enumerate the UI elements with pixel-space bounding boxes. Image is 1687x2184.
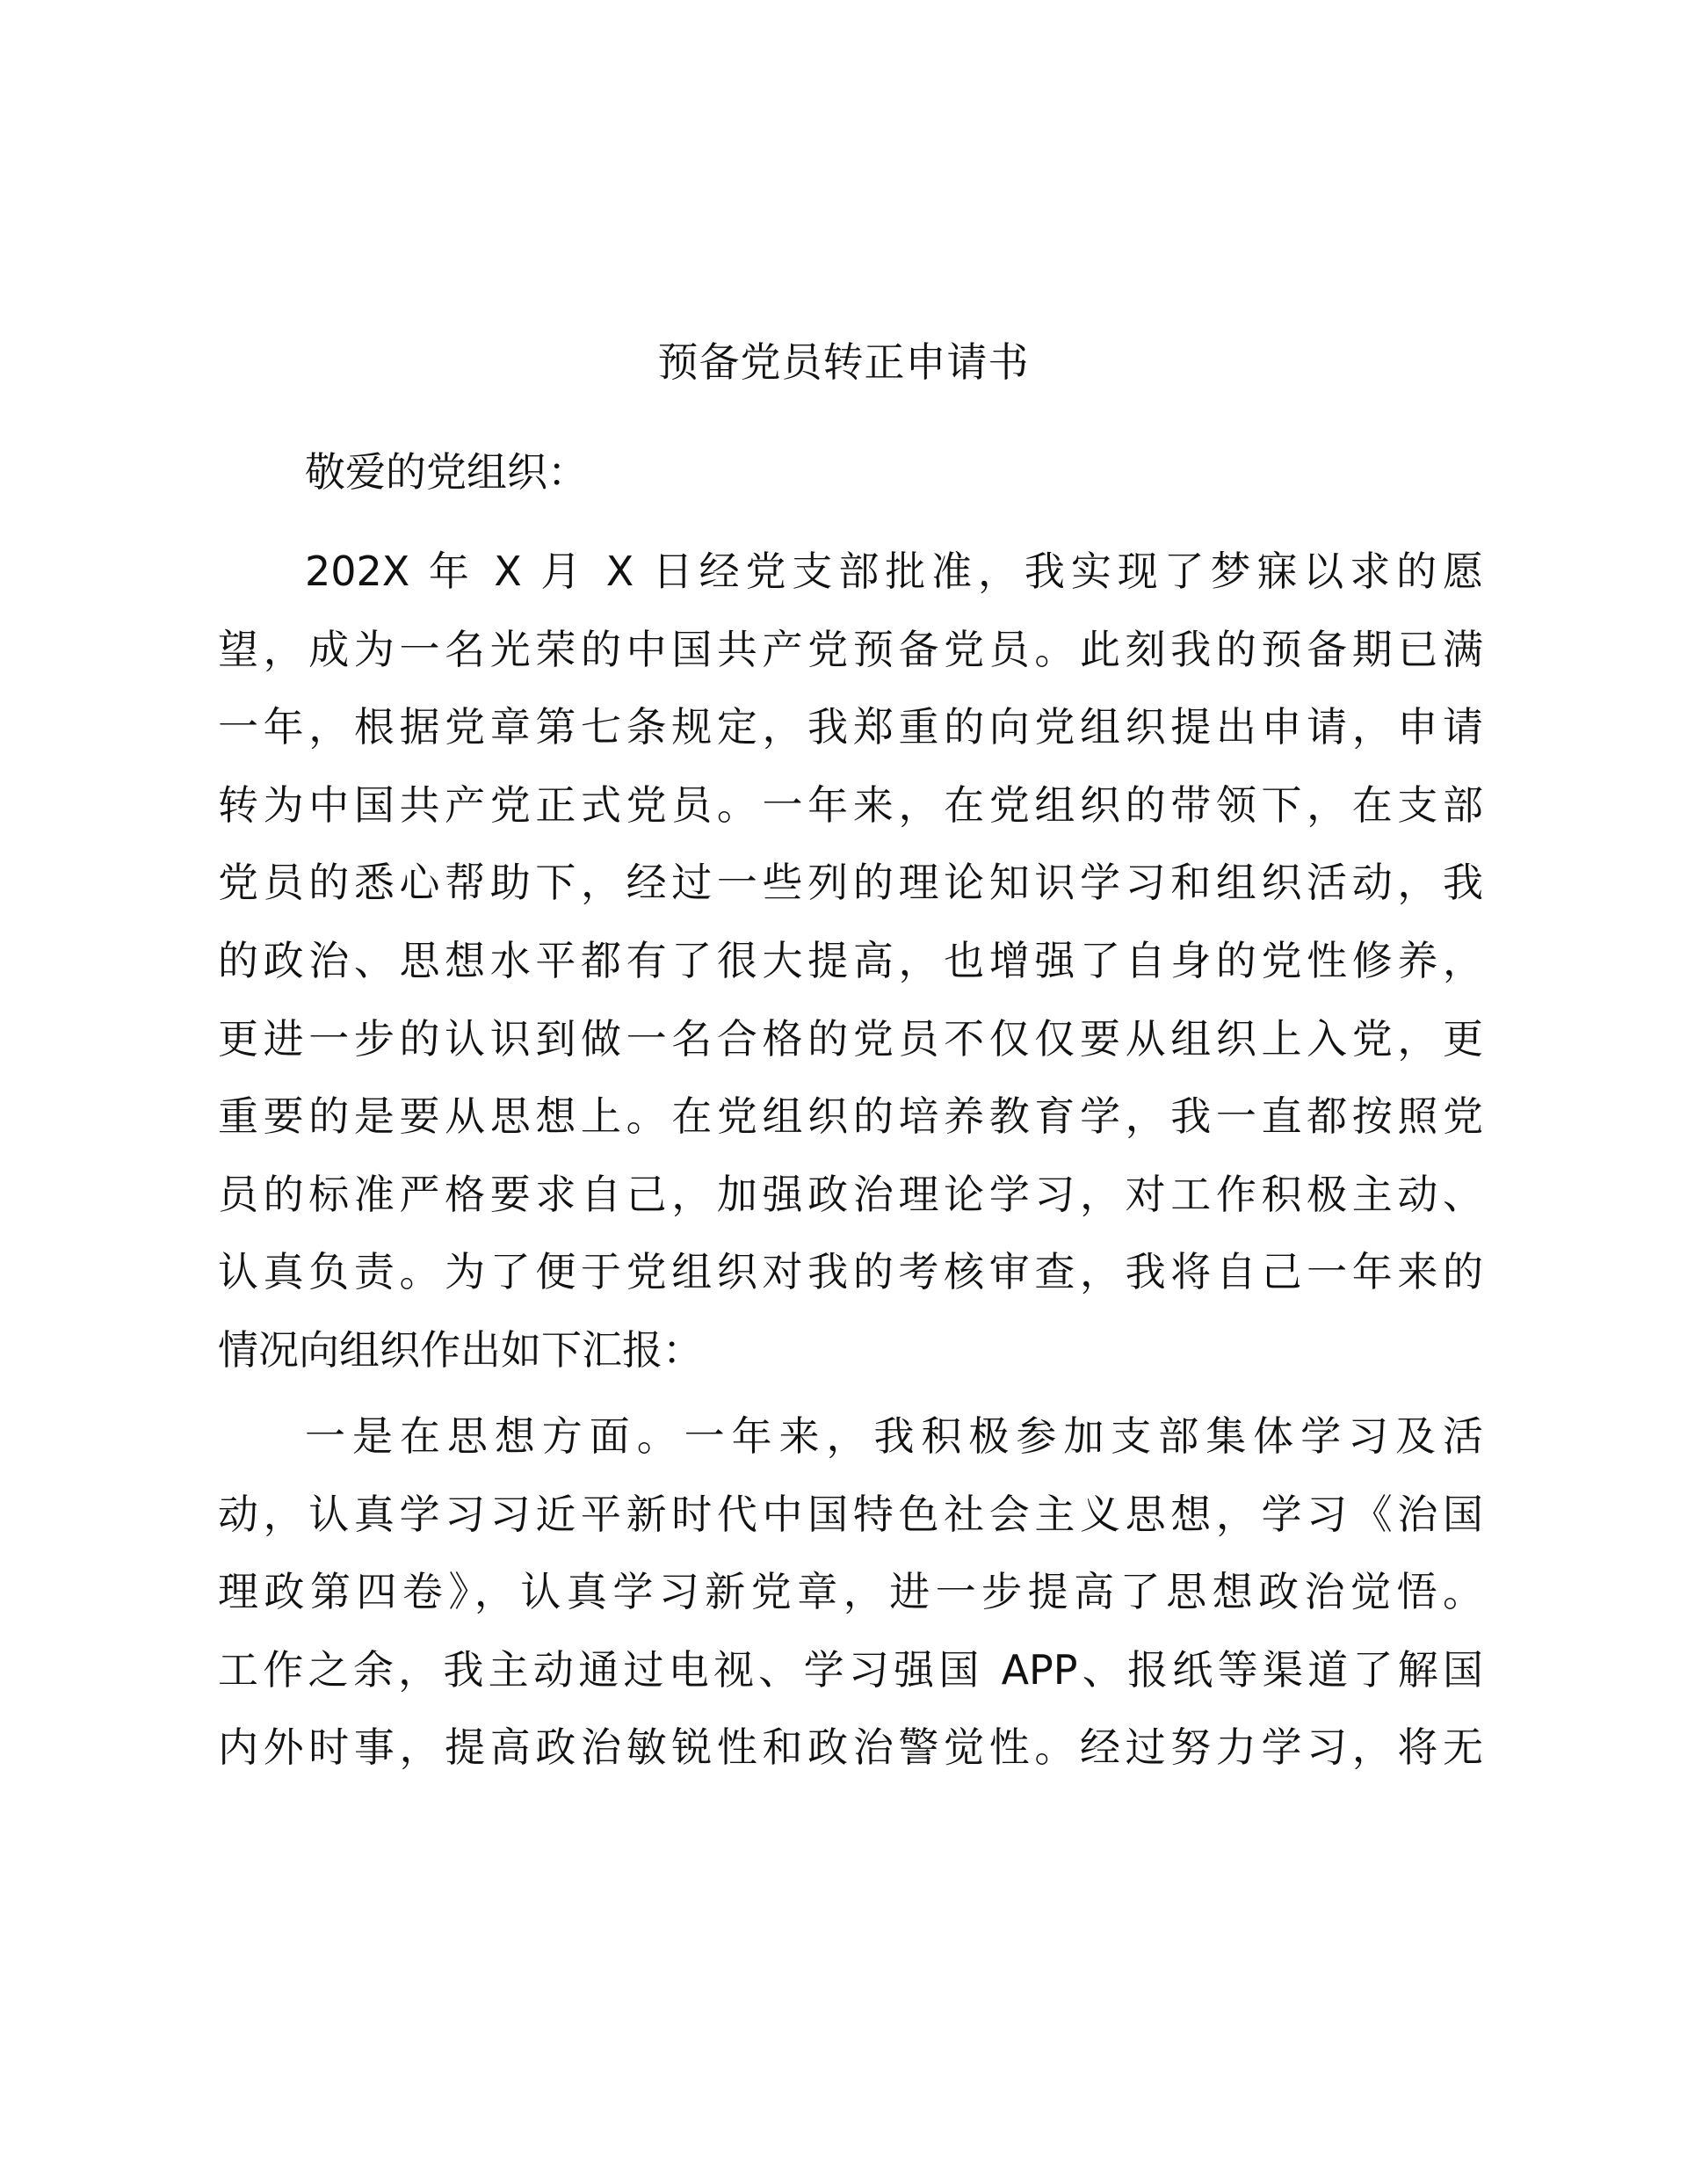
paragraph-line: 情况向组织作出如下汇报： — [218, 1325, 703, 1374]
paragraph-line: 党员的悉心帮助下，经过一些列的理论知识学习和组织活动，我 — [218, 859, 1483, 907]
paragraph-line: 望，成为一名光荣的中国共产党预备党员。此刻我的预备期已满 — [218, 625, 1483, 673]
paragraph-line: 一是在思想方面。一年来，我积极参加支部集体学习及活 — [305, 1412, 1483, 1460]
paragraph-line: 202X 年 X 月 X 日经党支部批准，我实现了梦寐以求的愿 — [305, 548, 1483, 595]
paragraph-line: 重要的是要从思想上。在党组织的培养教育学，我一直都按照党 — [218, 1092, 1483, 1141]
paragraph-line: 转为中国共产党正式党员。一年来，在党组织的带领下，在支部 — [218, 780, 1483, 829]
paragraph-line: 更进一步的认识到做一名合格的党员不仅仅要从组织上入党，更 — [218, 1014, 1483, 1063]
paragraph-line: 动，认真学习习近平新时代中国特色社会主义思想，学习《治国 — [218, 1490, 1483, 1538]
paragraph-line: 理政第四卷》，认真学习新党章，进一步提高了思想政治觉悟。 — [218, 1568, 1483, 1616]
paragraph-line: 员的标准严格要求自己，加强政治理论学习，对工作积极主动、 — [218, 1170, 1483, 1218]
document-title: 预备党员转正申请书 — [657, 338, 1030, 386]
paragraph-intro — [218, 533, 1483, 1389]
paragraph-ideology — [218, 1397, 1483, 1787]
paragraph-line: 一年，根据党章第七条规定，我郑重的向党组织提出申请，申请 — [218, 703, 1483, 751]
paragraph-line: 认真负责。为了便于党组织对我的考核审查，我将自己一年来的 — [218, 1248, 1483, 1296]
paragraph-line: 内外时事，提高政治敏锐性和政治警觉性。经过努力学习，将无 — [218, 1723, 1483, 1772]
paragraph-line: 工作之余，我主动通过电视、学习强国 APP、报纸等渠道了解国 — [218, 1645, 1483, 1694]
paragraph-line: 的政治、思想水平都有了很大提高，也增强了自身的党性修养， — [218, 936, 1483, 984]
salutation: 敬爱的党组织： — [305, 448, 588, 496]
